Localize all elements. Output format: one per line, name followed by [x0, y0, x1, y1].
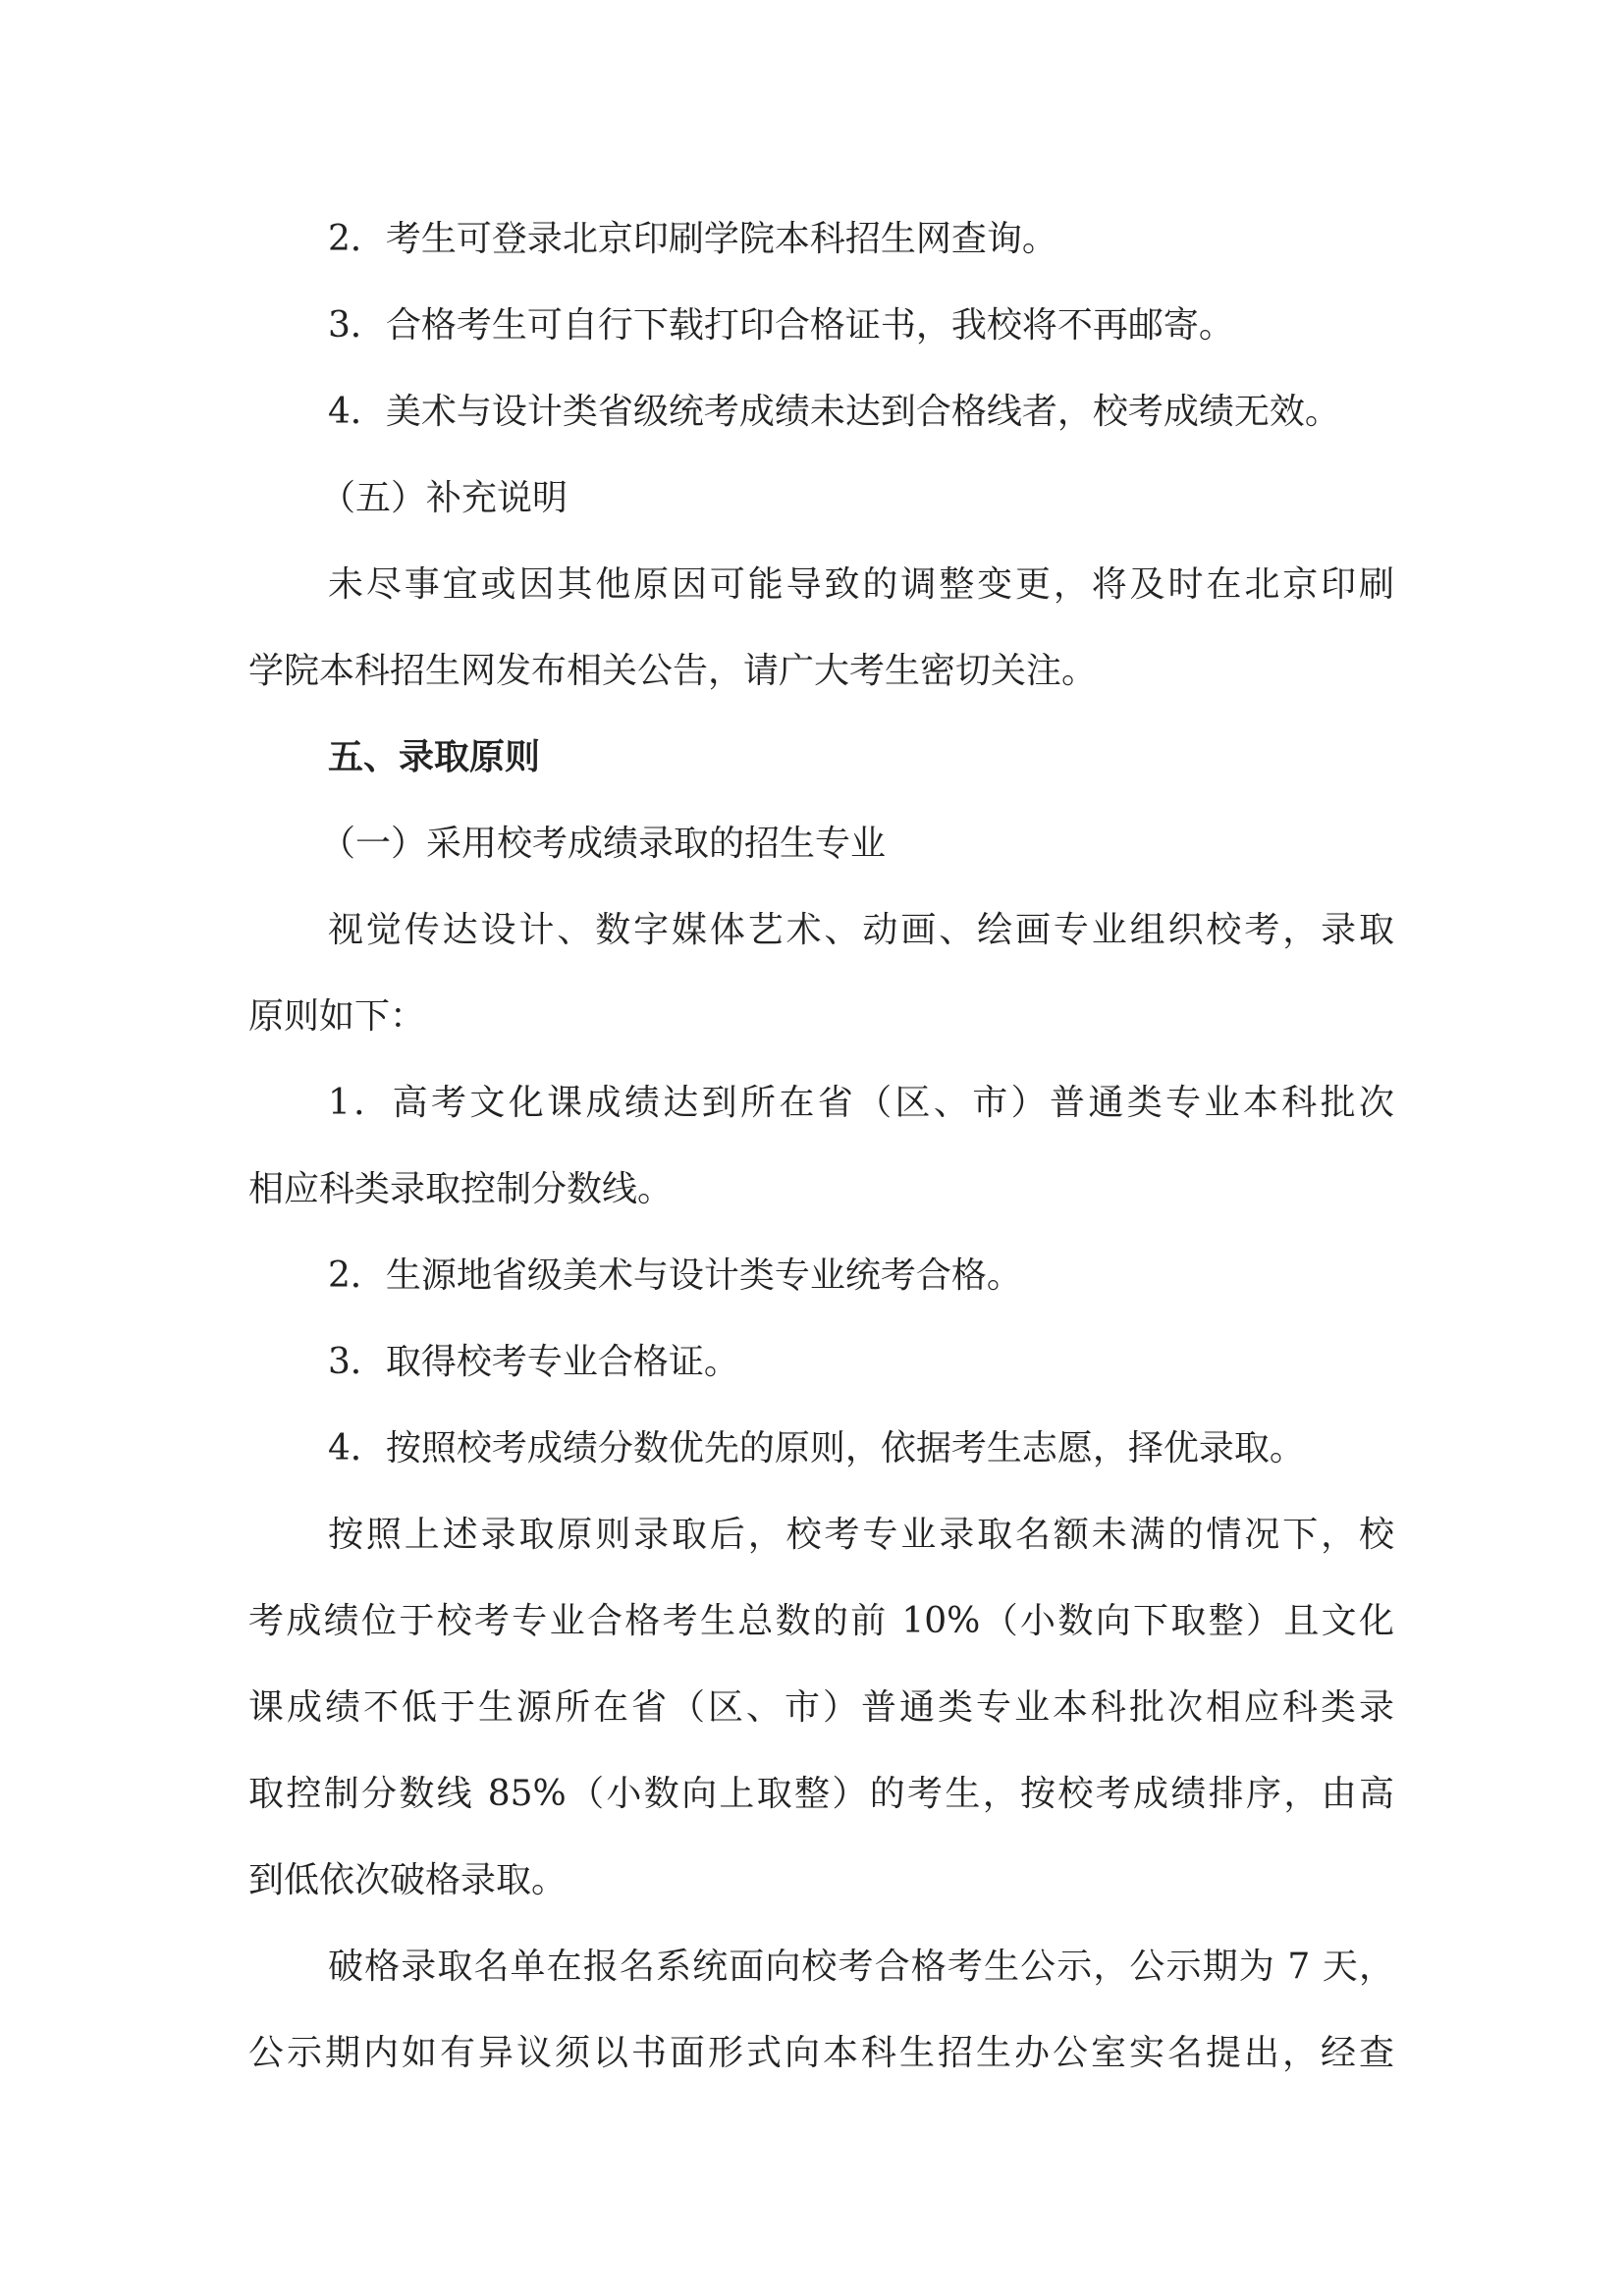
paragraph-line: 相应科类录取控制分数线。 [248, 1169, 674, 1209]
paragraph-line: 公示期内如有异议须以书面形式向本科生招生办公室实名提出，经查 [248, 2033, 1394, 2073]
list-item-1: 1．高考文化课成绩达到所在省（区、市）普通类专业本科批次 [328, 1083, 1394, 1123]
paragraph-line: 课成绩不低于生源所在省（区、市）普通类专业本科批次相应科类录 [248, 1687, 1394, 1728]
list-item-3: 3．取得校考专业合格证。 [328, 1342, 739, 1382]
list-item-2: 2．生源地省级美术与设计类专业统考合格。 [328, 1255, 1022, 1296]
list-item-4: 4．美术与设计类省级统考成绩未达到合格线者，校考成绩无效。 [328, 392, 1340, 432]
list-item-4: 4．按照校考成绩分数优先的原则，依据考生志愿，择优录取。 [328, 1428, 1305, 1468]
list-item-2: 2．考生可登录北京印刷学院本科招生网查询。 [328, 219, 1057, 259]
subheading-school-exam: （一）采用校考成绩录取的招生专业 [320, 824, 887, 864]
paragraph-line: 考成绩位于校考专业合格考生总数的前 10%（小数向下取整）且文化 [248, 1601, 1394, 1641]
section-heading-admission: 五、录取原则 [328, 737, 541, 777]
list-item-3: 3．合格考生可自行下载打印合格证书，我校将不再邮寄。 [328, 305, 1234, 346]
paragraph-line: 按照上述录取原则录取后，校考专业录取名额未满的情况下，校 [328, 1515, 1394, 1555]
paragraph-line: 未尽事宜或因其他原因可能导致的调整变更，将及时在北京印刷 [328, 564, 1394, 605]
paragraph-line: 原则如下： [248, 996, 426, 1037]
paragraph-line: 学院本科招生网发布相关公告，请广大考生密切关注。 [248, 651, 1098, 691]
paragraph-line: 取控制分数线 85%（小数向上取整）的考生，按校考成绩排序，由高 [248, 1774, 1394, 1814]
paragraph-line: 到低依次破格录取。 [248, 1860, 568, 1900]
paragraph-line: 视觉传达设计、数字媒体艺术、动画、绘画专业组织校考，录取 [328, 910, 1394, 950]
subheading-supplement: （五）补充说明 [320, 478, 568, 518]
paragraph-line: 破格录取名单在报名系统面向校考合格考生公示，公示期为 7 天， [328, 1947, 1394, 1987]
